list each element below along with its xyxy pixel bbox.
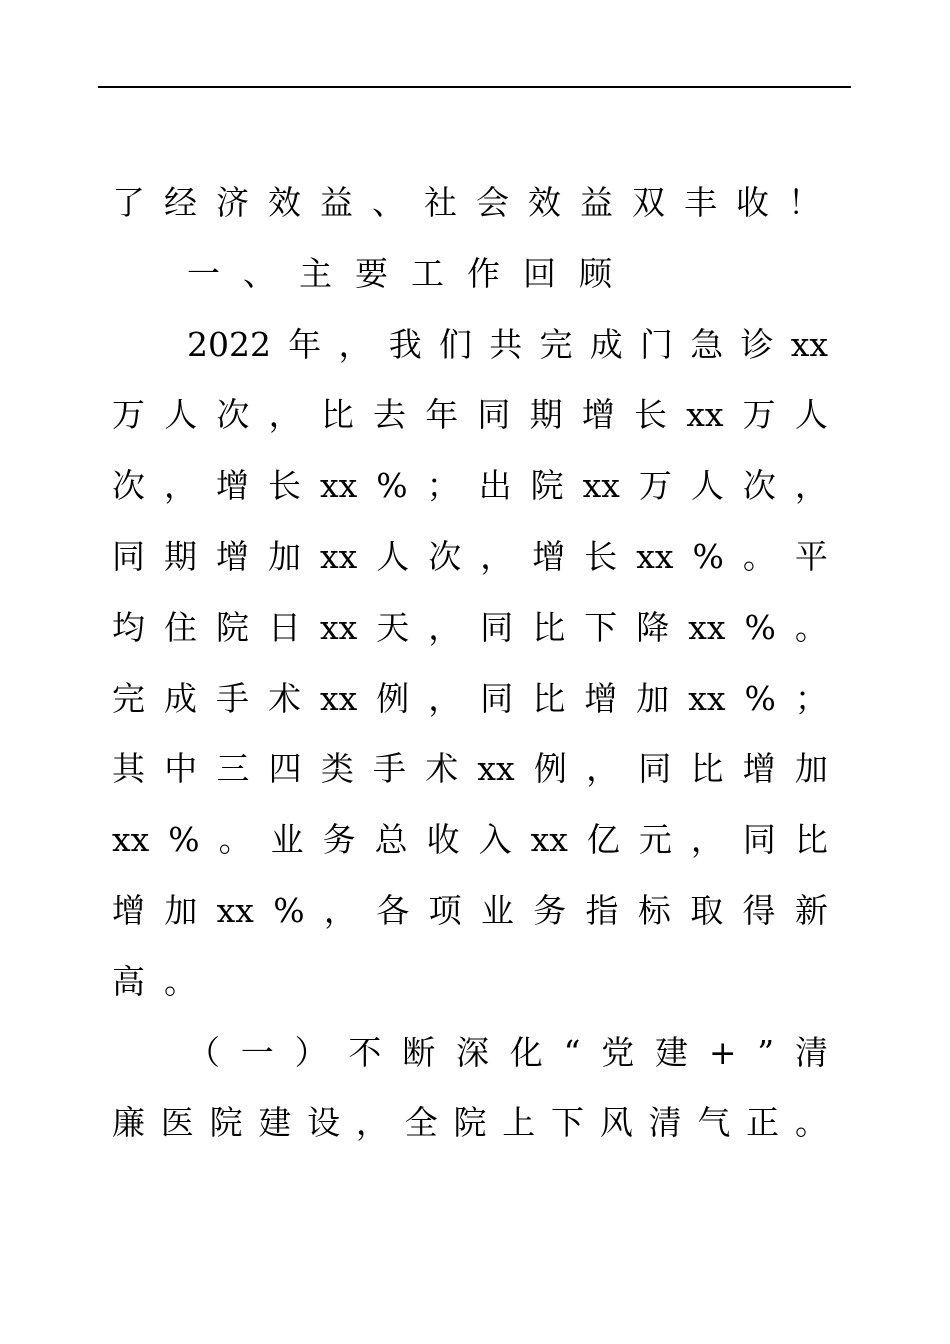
text-token: 务: [533, 890, 567, 930]
text-token: xx: [790, 324, 828, 364]
text-token: 天: [376, 607, 410, 647]
text-token: 清: [794, 1032, 828, 1072]
text-token: ；: [794, 678, 828, 718]
text-line: [112, 593, 828, 664]
text-token: ，: [323, 890, 357, 930]
text-token: 手: [216, 678, 249, 718]
text-token: 比: [320, 395, 354, 435]
text-token: 次: [112, 466, 145, 506]
text-token: 比: [794, 820, 828, 860]
text-token: 比: [532, 678, 566, 718]
text-token: 收: [736, 183, 769, 222]
text-token: 中: [164, 749, 198, 789]
text-token: %: [692, 536, 724, 576]
text-token: 顾: [579, 253, 612, 293]
text-token: 下: [584, 607, 618, 647]
text-token: 丰: [684, 183, 717, 222]
text-token: ，: [428, 678, 462, 718]
text-token: 加: [636, 678, 670, 718]
text-token: 、: [243, 253, 276, 293]
text-token: 经: [164, 183, 197, 222]
text-token: 共: [489, 324, 523, 364]
text-token: 得: [742, 890, 776, 930]
text-token: “: [563, 1032, 581, 1072]
text-line: [112, 310, 828, 381]
text-line: [112, 451, 828, 522]
text-token: 社: [424, 183, 457, 222]
text-token: 增: [532, 536, 566, 576]
text-token: xx: [320, 607, 358, 647]
text-token: 务: [322, 820, 356, 860]
text-token: 万: [742, 395, 776, 435]
text-token: 上: [502, 1103, 536, 1143]
text-token: 四: [268, 749, 302, 789]
text-token: 比: [532, 607, 566, 647]
text-token: 深: [455, 1032, 489, 1072]
text-token: 设: [307, 1103, 341, 1143]
text-token: 同: [477, 395, 511, 435]
text-token: 长: [634, 395, 668, 435]
text-token: 党: [601, 1032, 635, 1072]
text-token: xx: [320, 678, 358, 718]
text-line: [112, 1088, 828, 1159]
text-token: %: [744, 678, 776, 718]
text-token: 作: [467, 253, 500, 293]
text-token: 一: [240, 1032, 274, 1072]
text-token: 均: [112, 607, 145, 647]
text-token: 清: [648, 1103, 682, 1143]
text-token: 加: [164, 890, 198, 930]
text-token: 急: [690, 324, 724, 364]
text-token: 医: [160, 1103, 194, 1143]
text-token: 增: [216, 536, 249, 576]
text-token: xx: [582, 466, 620, 506]
text-token: 总: [374, 820, 408, 860]
text-token: 平: [794, 536, 828, 576]
text-token: 我: [388, 324, 422, 364]
text-token: 下: [551, 1103, 585, 1143]
text-token: xx: [530, 820, 568, 860]
text-token: 不: [348, 1032, 382, 1072]
text-token: ，: [586, 749, 620, 789]
text-token: 完: [112, 678, 145, 718]
text-token: 廉: [112, 1103, 145, 1143]
text-token: 会: [476, 183, 509, 222]
text-token: ）: [294, 1032, 328, 1072]
text-token: （: [187, 1032, 220, 1072]
text-token: 人: [376, 536, 410, 576]
text-token: 万: [112, 395, 145, 435]
text-token: 年: [288, 324, 322, 364]
text-token: %: [168, 820, 200, 860]
text-token: ；: [426, 466, 460, 506]
text-line: [112, 522, 828, 593]
text-token: 年: [425, 395, 459, 435]
text-token: 项: [428, 890, 462, 930]
text-token: %: [273, 890, 305, 930]
text-token: 长: [584, 536, 618, 576]
text-token: 要: [355, 253, 388, 293]
text-token: 例: [376, 678, 410, 718]
text-token: 亿: [586, 820, 620, 860]
text-token: xx: [636, 536, 674, 576]
text-token: 同: [638, 749, 672, 789]
text-token: 。: [218, 820, 252, 860]
text-token: 术: [425, 749, 459, 789]
text-token: 高: [112, 961, 145, 1001]
text-token: 日: [268, 607, 301, 647]
text-token: 去: [373, 395, 407, 435]
text-token: +: [708, 1032, 737, 1072]
text-token: 。: [742, 536, 776, 576]
text-token: 济: [216, 183, 249, 222]
text-token: 加: [794, 749, 828, 789]
text-token: 各: [376, 890, 410, 930]
text-token: 人: [794, 395, 828, 435]
text-line: [112, 168, 828, 239]
text-token: 增: [584, 678, 618, 718]
text-token: 同: [480, 607, 514, 647]
text-token: 比: [690, 749, 724, 789]
text-token: 期: [164, 536, 197, 576]
text-token: 气: [697, 1103, 731, 1143]
text-token: ，: [794, 466, 828, 506]
text-token: 2022: [187, 324, 271, 364]
text-token: 工: [411, 253, 444, 293]
text-line: [112, 876, 828, 947]
text-token: 次: [216, 395, 250, 435]
text-token: 期: [529, 395, 563, 435]
text-token: 增: [112, 890, 145, 930]
text-token: 人: [690, 466, 724, 506]
text-token: 主: [299, 253, 332, 293]
text-token: ”: [757, 1032, 775, 1072]
text-token: 、: [372, 183, 405, 222]
text-token: 回: [523, 253, 556, 293]
text-token: 新: [794, 890, 828, 930]
text-token: 其: [112, 749, 145, 789]
text-token: 成: [589, 324, 623, 364]
text-token: 院: [216, 607, 249, 647]
text-token: 人: [164, 395, 198, 435]
text-token: 入: [478, 820, 512, 860]
text-token: 断: [402, 1032, 436, 1072]
text-token: 效: [528, 183, 561, 222]
text-token: xx: [686, 395, 724, 435]
document-body: [112, 168, 828, 1159]
text-token: 业: [270, 820, 304, 860]
text-token: 效: [268, 183, 301, 222]
text-token: 益: [580, 183, 613, 222]
text-token: %: [376, 466, 408, 506]
section-heading: [112, 239, 828, 310]
text-token: 加: [268, 536, 301, 576]
text-token: 业: [480, 890, 514, 930]
text-token: 建: [655, 1032, 689, 1072]
text-token: 。: [794, 607, 828, 647]
text-token: 全: [404, 1103, 438, 1143]
text-token: xx: [112, 820, 150, 860]
text-token: 住: [164, 607, 197, 647]
text-line: [112, 947, 828, 1018]
text-token: ，: [164, 466, 197, 506]
text-token: 同: [112, 536, 145, 576]
text-token: 增: [216, 466, 249, 506]
text-token: 院: [530, 466, 564, 506]
text-token: 了: [112, 183, 145, 222]
text-token: %: [744, 607, 776, 647]
text-token: ，: [690, 820, 724, 860]
text-line: [112, 734, 828, 805]
header-rule: [98, 86, 851, 88]
text-token: xx: [688, 678, 726, 718]
text-line: [112, 380, 828, 451]
text-token: 院: [453, 1103, 487, 1143]
text-token: 指: [585, 890, 619, 930]
text-token: xx: [216, 890, 254, 930]
text-token: 增: [581, 395, 615, 435]
text-token: xx: [320, 536, 358, 576]
text-token: 们: [438, 324, 472, 364]
text-token: 建: [258, 1103, 292, 1143]
text-token: 院: [209, 1103, 243, 1143]
text-token: 次: [428, 536, 462, 576]
text-token: 类: [320, 749, 354, 789]
text-token: 门: [639, 324, 673, 364]
text-token: 次: [742, 466, 776, 506]
text-token: ，: [480, 536, 514, 576]
text-token: 长: [268, 466, 301, 506]
text-line: [112, 1018, 828, 1089]
text-token: xx: [320, 466, 358, 506]
text-token: 双: [632, 183, 665, 222]
text-token: 益: [320, 183, 353, 222]
text-token: 增: [742, 749, 776, 789]
text-token: 正: [746, 1103, 780, 1143]
text-token: 。: [794, 1103, 828, 1143]
text-token: 收: [426, 820, 460, 860]
text-token: 手: [373, 749, 407, 789]
text-token: ，: [338, 324, 372, 364]
text-token: 元: [638, 820, 672, 860]
text-token: 化: [509, 1032, 543, 1072]
text-line: [112, 664, 828, 735]
text-token: ！: [788, 183, 821, 222]
text-token: 出: [478, 466, 512, 506]
text-token: 术: [268, 678, 301, 718]
text-token: ，: [268, 395, 302, 435]
text-token: ，: [428, 607, 462, 647]
text-token: 风: [599, 1103, 633, 1143]
text-token: 同: [742, 820, 776, 860]
text-token: ，: [355, 1103, 389, 1143]
text-token: xx: [477, 749, 515, 789]
text-token: xx: [688, 607, 726, 647]
text-token: 成: [164, 678, 197, 718]
text-token: 降: [636, 607, 670, 647]
text-token: 诊: [740, 324, 774, 364]
text-token: 。: [164, 961, 197, 1001]
text-token: 标: [637, 890, 671, 930]
text-token: 一: [187, 253, 220, 293]
text-token: 例: [533, 749, 567, 789]
text-token: 取: [690, 890, 724, 930]
text-token: 完: [539, 324, 573, 364]
text-token: 万: [638, 466, 672, 506]
text-token: 同: [480, 678, 514, 718]
text-token: 三: [216, 749, 250, 789]
text-line: [112, 805, 828, 876]
